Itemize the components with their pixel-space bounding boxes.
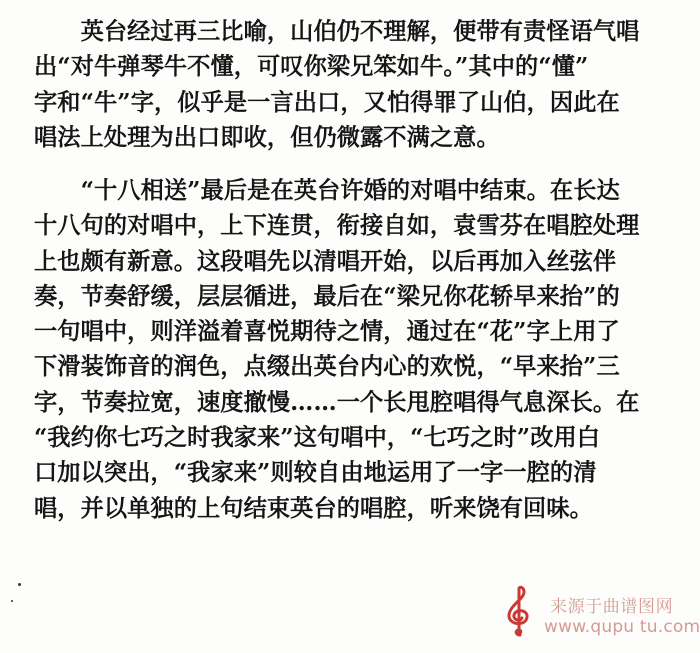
text-line: 奏，节奏舒缓，层层循进，最后在“梁兄你花轿早来抬”的 [34, 282, 620, 310]
text-line: “十八相送”最后是在英台许婚的对唱中结束。在长达 [34, 177, 620, 204]
scan-speck [18, 583, 21, 586]
text-line: 十八句的对唱中，上下连贯，衔接自如，袁雪芬在唱腔处理 [34, 212, 640, 240]
text-line: 出“对牛弹琴牛不懂，可叹你梁兄笨如牛。”其中的“懂” [34, 53, 589, 81]
text-line: 唱法上处理为出口即收，但仍微露不满之意。 [34, 123, 500, 151]
text-line: 字和“牛”字，似乎是一言出口，又怕得罪了山伯，因此在 [34, 88, 620, 116]
watermark-url: www.qupu tu.com [544, 617, 700, 637]
text-line: 字，节奏拉宽，速度撤慢……一个长甩腔唱得气息深长。在 [34, 388, 640, 416]
watermark-site-name: 来源于曲谱图网 [550, 597, 674, 617]
scan-speck [11, 600, 13, 602]
text-line: 上也颇有新意。这段唱先以清唱开始，以后再加入丝弦伴 [34, 247, 617, 275]
text-line: 英台经过再三比喻，山伯仍不理解，便带有责怪语气唱 [34, 18, 640, 45]
paragraph-1 [34, 14, 688, 155]
text-line: “我约你七巧之时我家来”这句唱中，“七巧之时”改用白 [34, 424, 601, 452]
text-line: 口加以突出，“我家来”则较自由地运用了一字一腔的清 [34, 459, 597, 487]
treble-clef-icon [496, 585, 542, 639]
text-line: 下滑装饰音的润色，点缀出英台内心的欢悦，“早来抬”三 [34, 353, 620, 381]
text-line: 一句唱中，则洋溢着喜悦期待之情，通过在“花”字上用了 [34, 318, 620, 346]
text-line: 唱，并以单独的上句结束英台的唱腔，听来饶有回味。 [34, 494, 593, 522]
paragraph-2 [34, 173, 688, 526]
watermark [496, 585, 700, 641]
